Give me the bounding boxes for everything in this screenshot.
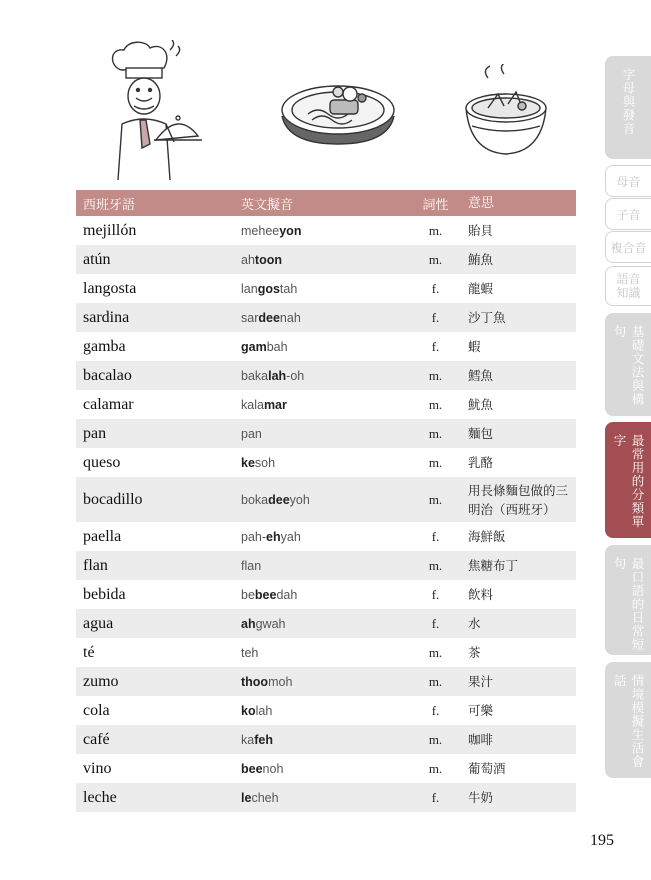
- tab-conversation[interactable]: 情境模擬生活會話: [605, 662, 651, 778]
- meaning: 海鮮飯: [468, 529, 506, 544]
- table-body: [76, 216, 576, 812]
- syllable: tah: [279, 281, 298, 296]
- syllable: sar: [241, 310, 259, 325]
- stressed-syllable: ke: [241, 455, 255, 470]
- meaning: 葡萄酒: [468, 761, 506, 776]
- meaning: 蝦: [468, 339, 481, 354]
- subtab-compound-sounds[interactable]: 複合音: [605, 231, 651, 263]
- syllable: kala: [241, 397, 264, 412]
- syllable: mehee: [241, 223, 280, 238]
- tab-daily-phrases[interactable]: 最口語的日常短句: [605, 545, 651, 655]
- part-of-speech: m.: [428, 222, 443, 238]
- part-of-speech: m.: [428, 367, 443, 383]
- part-of-speech: m.: [428, 251, 443, 267]
- meaning: 可樂: [468, 703, 494, 718]
- meaning: 貽貝: [468, 223, 494, 238]
- part-of-speech: f.: [431, 789, 440, 805]
- meaning: 飲料: [468, 587, 494, 602]
- syllable: ka: [241, 732, 255, 747]
- table-row: [76, 667, 576, 696]
- meaning: 用長條麵包做的三明治（西班牙）: [468, 482, 569, 517]
- syllable: teh: [241, 645, 259, 660]
- spanish-word: calamar: [83, 395, 134, 413]
- part-of-speech: f.: [431, 280, 440, 296]
- stressed-syllable: gam: [241, 339, 267, 354]
- stressed-syllable: toon: [254, 252, 282, 267]
- header-meaning: 意思: [468, 195, 495, 211]
- table-row: [76, 303, 576, 332]
- syllable: cheh: [251, 790, 279, 805]
- spanish-word: sardina: [83, 308, 130, 326]
- pronunciation: [241, 530, 403, 544]
- spanish-word: atún: [83, 250, 111, 268]
- table-row: [76, 216, 576, 245]
- pronunciation: [241, 675, 403, 689]
- pronunciation: [241, 253, 403, 267]
- meaning: 魷魚: [468, 397, 494, 412]
- stressed-syllable: le: [241, 790, 252, 805]
- spanish-word: zumo: [83, 672, 119, 690]
- meaning: 牛奶: [468, 790, 494, 805]
- table-row: [76, 638, 576, 667]
- part-of-speech: f.: [431, 338, 440, 354]
- stressed-syllable: ah: [241, 616, 256, 631]
- stressed-syllable: feh: [254, 732, 273, 747]
- spanish-word: cola: [83, 701, 110, 719]
- table-row: [76, 477, 576, 522]
- subtab-phonetic-knowledge[interactable]: [605, 266, 651, 306]
- syllable: pah-: [241, 529, 267, 544]
- spanish-word: mejillón: [83, 221, 137, 239]
- part-of-speech: m.: [428, 425, 443, 441]
- subtab-phonetic-knowledge-label: 語音知識: [616, 272, 641, 300]
- meaning: 沙丁魚: [468, 310, 506, 325]
- stressed-syllable: yon: [279, 223, 302, 238]
- syllable: yoh: [289, 492, 310, 507]
- table-row: [76, 551, 576, 580]
- stressed-syllable: ko: [241, 703, 256, 718]
- header-pronunciation: 英文擬音: [241, 197, 294, 213]
- spanish-word: leche: [83, 788, 117, 806]
- syllable: soh: [254, 455, 276, 470]
- meaning: 焦糖布丁: [468, 558, 519, 573]
- part-of-speech: f.: [431, 702, 440, 718]
- pronunciation: [241, 791, 403, 805]
- meaning: 麵包: [468, 426, 494, 441]
- part-of-speech: m.: [428, 396, 443, 412]
- page-number: 195: [590, 832, 614, 849]
- spanish-word: queso: [83, 453, 121, 471]
- subtab-vowels[interactable]: 母音: [605, 165, 651, 197]
- header-part-of-speech: 詞性: [422, 197, 449, 213]
- spanish-word: pan: [83, 424, 107, 442]
- table-row: [76, 361, 576, 390]
- syllable: flan: [241, 558, 262, 573]
- part-of-speech: m.: [428, 760, 443, 776]
- spanish-word: bebida: [83, 585, 126, 603]
- spanish-word: gamba: [83, 337, 126, 355]
- spanish-word: flan: [83, 556, 108, 574]
- stressed-syllable: bee: [241, 761, 263, 776]
- pronunciation: [241, 646, 403, 660]
- pronunciation: [241, 311, 403, 325]
- stressed-syllable: bee: [254, 587, 277, 602]
- sizzling-steak-plate-illustration: [278, 70, 398, 150]
- table-row: [76, 609, 576, 638]
- syllable: boka: [241, 492, 269, 507]
- stressed-syllable: dee: [268, 492, 290, 507]
- pronunciation: [241, 704, 403, 718]
- part-of-speech: f.: [431, 309, 440, 325]
- syllable: yah: [280, 529, 301, 544]
- part-of-speech: m.: [428, 557, 443, 573]
- pronunciation: [241, 340, 403, 354]
- syllable: bah: [266, 339, 288, 354]
- meaning: 鱈魚: [468, 368, 494, 383]
- part-of-speech: m.: [428, 454, 443, 470]
- pronunciation: [241, 456, 403, 470]
- meaning: 水: [468, 616, 481, 631]
- spanish-word: bocadillo: [83, 490, 143, 508]
- syllable: gwah: [255, 616, 286, 631]
- pronunciation: [241, 733, 403, 747]
- tab-common-vocabulary[interactable]: 最常用的分類單字: [605, 422, 651, 538]
- vocabulary-table: [76, 190, 576, 812]
- part-of-speech: m.: [428, 731, 443, 747]
- spanish-word: té: [83, 643, 95, 661]
- pronunciation: [241, 559, 403, 573]
- stressed-syllable: dee: [258, 310, 280, 325]
- stressed-syllable: thoo: [241, 674, 269, 689]
- table-row: [76, 725, 576, 754]
- meaning: 果汁: [468, 674, 494, 689]
- meaning: 茶: [468, 645, 481, 660]
- syllable: pan: [241, 426, 262, 441]
- syllable: noh: [262, 761, 284, 776]
- pronunciation: [241, 762, 403, 776]
- part-of-speech: f.: [431, 586, 440, 602]
- part-of-speech: m.: [428, 644, 443, 660]
- table-row: [76, 696, 576, 725]
- syllable: dah: [276, 587, 298, 602]
- spanish-word: paella: [83, 527, 122, 545]
- table-row: [76, 245, 576, 274]
- table-row: [76, 274, 576, 303]
- header-spanish: 西班牙語: [83, 197, 136, 213]
- pronunciation: [241, 588, 403, 602]
- part-of-speech: f.: [431, 528, 440, 544]
- subtab-consonants[interactable]: 子音: [605, 198, 651, 230]
- syllable: baka: [241, 368, 269, 383]
- pronunciation: [241, 493, 403, 507]
- tab-basic-grammar[interactable]: 基礎文法與構句: [605, 313, 651, 416]
- syllable: ah: [241, 252, 255, 267]
- stressed-syllable: mar: [263, 397, 287, 412]
- spanish-word: café: [83, 730, 110, 748]
- spanish-word: langosta: [83, 279, 137, 297]
- pronunciation: [241, 398, 403, 412]
- syllable: be: [241, 587, 255, 602]
- table-row: [76, 754, 576, 783]
- spanish-word: agua: [83, 614, 114, 632]
- chef-with-cloche-illustration: [100, 40, 210, 180]
- syllable: -oh: [286, 368, 305, 383]
- meaning: 乳酪: [468, 455, 494, 470]
- pronunciation: [241, 369, 403, 383]
- syllable: moh: [268, 674, 293, 689]
- spanish-word: bacalao: [83, 366, 132, 384]
- table-row: [76, 332, 576, 361]
- tab-alphabet-pronunciation[interactable]: 字母與發音: [605, 56, 651, 159]
- pronunciation: [241, 427, 403, 441]
- part-of-speech: m.: [428, 491, 443, 507]
- syllable: nah: [279, 310, 301, 325]
- table-header: [76, 190, 576, 216]
- syllable: lan: [241, 281, 258, 296]
- meaning: 咖啡: [468, 732, 494, 747]
- table-row: [76, 580, 576, 609]
- spanish-word: vino: [83, 759, 112, 777]
- part-of-speech: m.: [428, 673, 443, 689]
- meaning: 鮪魚: [468, 252, 494, 267]
- stressed-syllable: lah: [268, 368, 287, 383]
- table-row: [76, 448, 576, 477]
- table-row: [76, 419, 576, 448]
- syllable: lah: [255, 703, 273, 718]
- stressed-syllable: eh: [266, 529, 281, 544]
- table-row: [76, 783, 576, 812]
- meaning: 龍蝦: [468, 281, 494, 296]
- pronunciation: [241, 224, 403, 238]
- soup-bowl-illustration: [458, 64, 554, 160]
- table-row: [76, 390, 576, 419]
- stressed-syllable: gos: [257, 281, 280, 296]
- part-of-speech: f.: [431, 615, 440, 631]
- pronunciation: [241, 282, 403, 296]
- pronunciation: [241, 617, 403, 631]
- table-row: [76, 522, 576, 551]
